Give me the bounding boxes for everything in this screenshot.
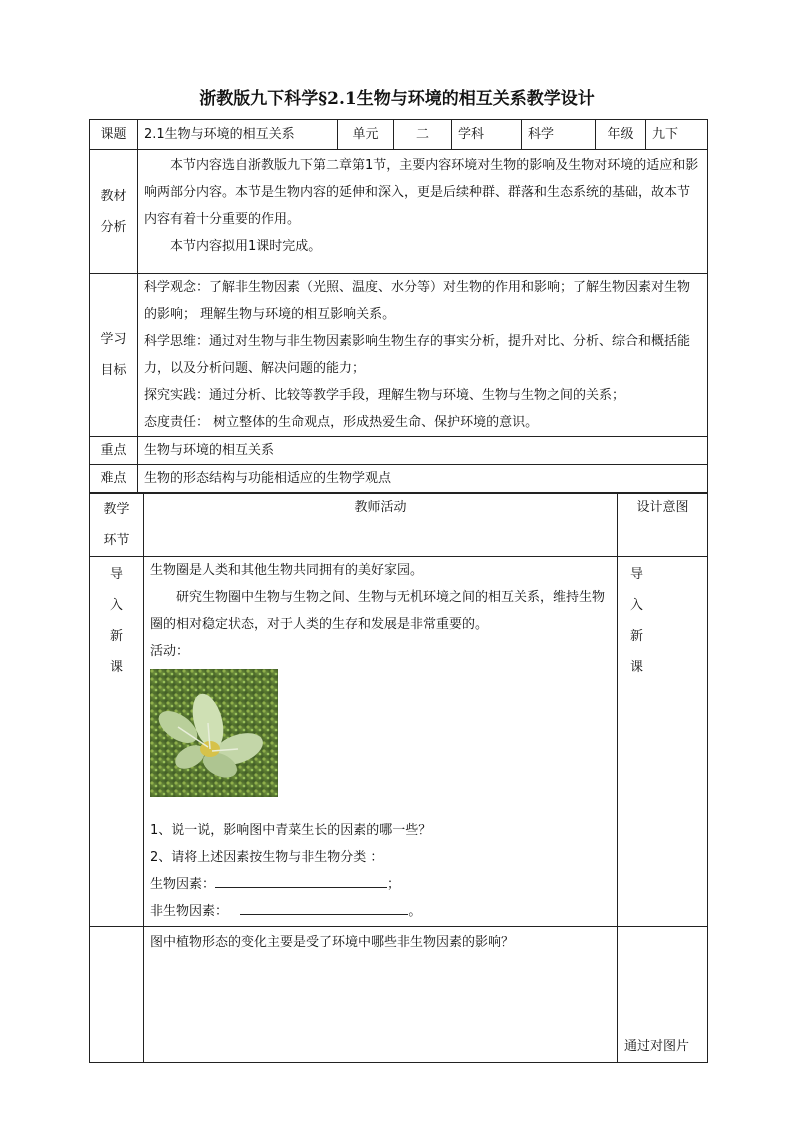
stage-header: 教学 环节 — [90, 494, 144, 557]
analysis-content — [138, 150, 708, 274]
activity-table — [89, 493, 708, 1063]
subject-value: 科学 — [522, 120, 596, 150]
goals-label: 学习 目标 — [90, 274, 138, 437]
abio-factor-blank[interactable] — [240, 898, 408, 915]
difficulty-value: 生物的形态结构与功能相适应的生物学观点 — [138, 465, 708, 493]
unit-label: 单元 — [338, 120, 394, 150]
bio-factor-blank[interactable] — [215, 871, 387, 888]
goal-line: 科学观念：了解非生物因素（光照、温度、水分等）对生物的作用和影响；了解生物因素对生物的影响； 理解生物与环境的相互影响关系。 — [144, 280, 691, 322]
page-title: 浙教版九下科学§2.1生物与环境的相互关系教学设计 — [199, 89, 595, 109]
topic-label: 课题 — [90, 120, 138, 150]
intro-intent-cell: 导 入 新 课 — [618, 557, 708, 927]
lesson-info-table — [89, 119, 708, 493]
goals-content — [138, 274, 708, 437]
question-1: 1、说一说，影响图中青菜生长的因素的哪一些？ — [150, 823, 432, 838]
abio-factor-line: 非生物因素： 。 — [150, 898, 611, 925]
difficulty-label: 难点 — [90, 465, 138, 493]
goal-line: 科学思维：通过对生物与非生物因素影响生物生存的事实分析，提升对比、分析、综合和概括能力，以及分析问题、解决问题的能力； — [144, 334, 691, 376]
bio-factor-line: 生物因素： ； — [150, 871, 611, 898]
key-point-label: 重点 — [90, 437, 138, 465]
activity-label: 活动： — [150, 644, 190, 659]
bok-choy-photo — [150, 669, 278, 797]
subject-label: 学科 — [452, 120, 522, 150]
analysis-paragraph: 本节内容选自浙教版九下第二章第1节，主要内容环境对生物的影响及生物对环境的适应和影响两部分内容。本节是生物内容的延伸和深入，更是后续种群、群落和生态系统的基础，故本节内容有着十分重要的作用。 — [144, 158, 699, 227]
design-intent-header: 设计意图 — [618, 494, 708, 557]
teacher-activity-header: 教师活动 — [144, 494, 618, 557]
intro-line: 研究生物圈中生物与生物之间、生物与无机环境之间的相互关系，维持生物圈的相对稳定状态，对于人类的生存和发展是非常重要的。 — [150, 590, 606, 632]
analysis-paragraph: 本节内容拟用1课时完成。 — [170, 239, 322, 254]
analysis-label: 教材 分析 — [90, 150, 138, 274]
row2-stage-cell — [90, 927, 144, 1063]
topic-value: 2.1生物与环境的相互关系 — [138, 120, 338, 150]
unit-value: 二 — [394, 120, 452, 150]
question-2: 2、请将上述因素按生物与非生物分类 ： — [150, 850, 384, 865]
row2-intent-text: 通过对图片 — [618, 927, 708, 1063]
grade-label: 年级 — [596, 120, 646, 150]
goal-line: 探究实践：通过分析、比较等教学手段，理解生物与环境、生物与生物之间的关系； — [144, 388, 626, 403]
row2-activity-text: 图中植物形态的变化主要是受了环境中哪些非生物因素的影响？ — [144, 927, 618, 1063]
grade-value: 九下 — [646, 120, 708, 150]
intro-line: 生物圈是人类和其他生物共同拥有的美好家园。 — [150, 563, 424, 578]
goal-line: 态度责任： 树立整体的生命观点，形成热爱生命、保护环境的意识。 — [144, 415, 539, 430]
intro-activity-cell — [144, 557, 618, 927]
intro-stage-cell: 导 入 新 课 — [90, 557, 144, 927]
key-point-value: 生物与环境的相互关系 — [138, 437, 708, 465]
